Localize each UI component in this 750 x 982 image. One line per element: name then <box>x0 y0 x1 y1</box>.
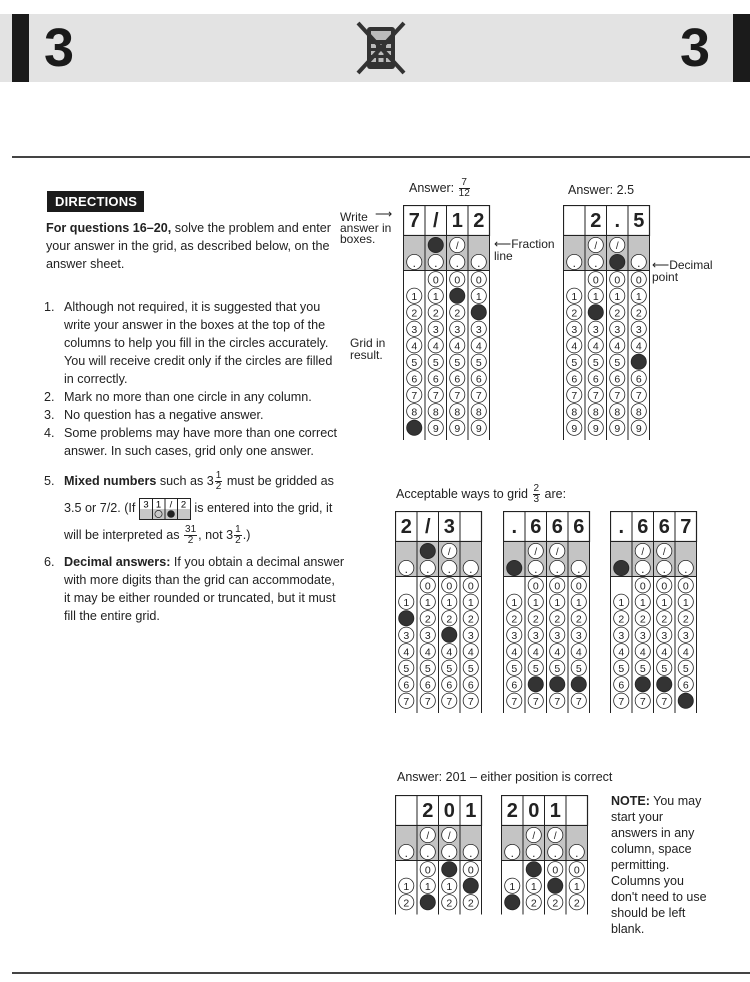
dot-glyph: . <box>572 256 576 270</box>
section-number-right: 3 <box>680 18 711 78</box>
digit-glyph: 1 <box>661 596 668 609</box>
digit-glyph: 4 <box>661 646 668 659</box>
digit-glyph: 0 <box>573 864 580 877</box>
dot-glyph: . <box>412 256 416 270</box>
digit-glyph: 7 <box>635 389 642 402</box>
digit-glyph: 6 <box>411 373 418 386</box>
grid-box-digit: 2 <box>590 210 602 232</box>
grid-box-digit: 5 <box>633 210 645 232</box>
digit-glyph: 2 <box>403 897 410 910</box>
digit-bubble <box>420 895 435 910</box>
dot-glyph: . <box>426 562 430 576</box>
no-calculator-icon <box>352 19 410 77</box>
grid-box-digit: 6 <box>530 516 542 538</box>
digit-bubble <box>571 677 586 692</box>
digit-glyph: 2 <box>530 897 537 910</box>
digit-glyph: 4 <box>635 340 642 353</box>
note-text: NOTE: You may start your answers in any column, space permitting. Columns you don't need to use should be left blank. <box>611 794 707 936</box>
digit-glyph: 0 <box>635 274 642 287</box>
dot-glyph: . <box>641 562 645 576</box>
decimal-point-label: ⟵Decimal point <box>652 258 713 284</box>
digit-glyph: 0 <box>552 864 559 877</box>
slash-glyph: / <box>615 241 619 252</box>
digit-glyph: 3 <box>661 629 668 642</box>
digit-glyph: 6 <box>467 679 474 692</box>
digit-glyph: 5 <box>454 356 461 369</box>
digit-glyph: 1 <box>614 290 621 303</box>
digit-glyph: 0 <box>614 274 621 287</box>
digit-glyph: 8 <box>592 406 599 419</box>
digit-bubble <box>450 288 465 303</box>
digit-glyph: 0 <box>592 274 599 287</box>
digit-glyph: 2 <box>573 897 580 910</box>
dot-glyph: . <box>477 256 481 270</box>
digit-glyph: 8 <box>411 406 418 419</box>
dot-glyph: . <box>662 562 666 576</box>
digit-glyph: 3 <box>639 629 646 642</box>
decimal-bubble <box>614 560 629 575</box>
left-bar <box>12 14 29 82</box>
digit-glyph: 7 <box>424 695 431 708</box>
digit-glyph: 2 <box>618 613 625 626</box>
digit-glyph: 5 <box>618 662 625 675</box>
digit-glyph: 1 <box>403 880 410 893</box>
grid-box-digit: . <box>614 210 621 232</box>
grid-box-digit: 6 <box>658 516 670 538</box>
digit-glyph: 9 <box>475 422 482 435</box>
digit-glyph: 6 <box>618 679 625 692</box>
dot-glyph: . <box>510 846 514 860</box>
grid-in-label: Grid in result. <box>350 336 386 362</box>
digit-bubble <box>471 305 486 320</box>
grid-box-digit: 1 <box>465 800 477 822</box>
digit-bubble <box>528 677 543 692</box>
digit-bubble <box>588 305 603 320</box>
digit-glyph: 0 <box>424 580 431 593</box>
digit-glyph: 0 <box>661 580 668 593</box>
digit-glyph: 6 <box>454 373 461 386</box>
digit-glyph: 9 <box>635 422 642 435</box>
directions-intro: For questions 16–20, solve the problem and enter your answer in the grid, as described below, on the answer sheet. <box>46 221 331 271</box>
digit-bubble <box>635 677 650 692</box>
grid-box-digit: . <box>511 516 518 538</box>
digit-glyph: 7 <box>592 389 599 402</box>
direction-item: 4. Some problems may have more than one correct answer. In such cases, grid only one answer. <box>44 426 337 458</box>
dot-glyph: . <box>555 562 559 576</box>
digit-glyph: 6 <box>592 373 599 386</box>
digit-glyph: 4 <box>554 646 561 659</box>
digit-bubble <box>550 677 565 692</box>
digit-glyph: 2 <box>614 307 621 320</box>
bottom-rule <box>12 972 750 974</box>
digit-glyph: 7 <box>403 695 410 708</box>
digit-glyph: 2 <box>571 307 578 320</box>
slash-glyph: / <box>594 241 598 252</box>
digit-glyph: 1 <box>635 290 642 303</box>
dot-glyph: . <box>594 256 598 270</box>
digit-glyph: 5 <box>682 662 689 675</box>
digit-glyph: 6 <box>403 679 410 692</box>
section-number-left: 3 <box>44 18 75 78</box>
grid-box-digit: 6 <box>551 516 563 538</box>
digit-glyph: 1 <box>682 596 689 609</box>
directions-list <box>44 298 344 625</box>
answer-label-decimal: Answer: 2.5 <box>568 183 635 197</box>
digit-glyph: 4 <box>575 646 582 659</box>
digit-glyph: 1 <box>467 596 474 609</box>
digit-glyph: 4 <box>454 340 461 353</box>
digit-glyph: 1 <box>424 880 431 893</box>
slash-glyph: / <box>553 831 557 842</box>
digit-glyph: 2 <box>661 613 668 626</box>
dot-glyph: . <box>469 562 473 576</box>
digit-glyph: 5 <box>475 356 482 369</box>
digit-bubble <box>526 862 541 877</box>
digit-glyph: 0 <box>424 864 431 877</box>
directions-heading: DIRECTIONS <box>47 191 144 212</box>
digit-glyph: 7 <box>661 695 668 708</box>
digit-glyph: 2 <box>446 897 453 910</box>
digit-glyph: 4 <box>571 340 578 353</box>
digit-glyph: 7 <box>575 695 582 708</box>
slash-glyph: / <box>426 831 430 842</box>
digit-glyph: 5 <box>432 356 439 369</box>
digit-glyph: 2 <box>639 613 646 626</box>
dot-glyph: . <box>404 562 408 576</box>
digit-glyph: 3 <box>475 323 482 336</box>
digit-glyph: 2 <box>554 613 561 626</box>
digit-glyph: 1 <box>575 596 582 609</box>
digit-glyph: 5 <box>467 662 474 675</box>
digit-glyph: 3 <box>618 629 625 642</box>
grid-box-digit: / <box>432 210 439 232</box>
digit-glyph: 9 <box>432 422 439 435</box>
digit-glyph: 7 <box>467 695 474 708</box>
digit-glyph: 1 <box>530 880 537 893</box>
direction-item: 3. No question has a negative answer. <box>44 408 264 422</box>
digit-glyph: 2 <box>424 613 431 626</box>
dot-glyph: . <box>404 846 408 860</box>
digit-glyph: 1 <box>446 880 453 893</box>
digit-glyph: 4 <box>411 340 418 353</box>
answer-grid-201-left <box>395 795 483 915</box>
digit-glyph: 1 <box>475 290 482 303</box>
digit-glyph: 4 <box>446 646 453 659</box>
dot-glyph: . <box>577 562 581 576</box>
digit-glyph: 4 <box>532 646 539 659</box>
digit-glyph: 2 <box>575 613 582 626</box>
digit-glyph: 4 <box>424 646 431 659</box>
direction-item: 2. Mark no more than one circle in any column. <box>44 390 312 404</box>
digit-glyph: 0 <box>454 274 461 287</box>
grid-box-digit: 2 <box>400 516 412 538</box>
digit-bubble <box>399 611 414 626</box>
digit-glyph: 9 <box>592 422 599 435</box>
slash-glyph: / <box>455 241 459 252</box>
digit-glyph: 2 <box>411 307 418 320</box>
digit-glyph: 4 <box>682 646 689 659</box>
digit-glyph: 3 <box>635 323 642 336</box>
write-answer-label: Write answer in boxes. <box>340 210 392 246</box>
grid-box-digit: . <box>618 516 625 538</box>
digit-glyph: 0 <box>639 580 646 593</box>
digit-glyph: 6 <box>635 373 642 386</box>
acceptable-ways-label: Acceptable ways to grid $\frac{2}{3}$ are: <box>396 483 567 505</box>
dot-glyph: . <box>455 256 459 270</box>
digit-glyph: 1 <box>618 596 625 609</box>
grid-box-digit: / <box>424 516 431 538</box>
digit-glyph: 6 <box>475 373 482 386</box>
digit-glyph: 2 <box>432 307 439 320</box>
digit-glyph: 2 <box>682 613 689 626</box>
grid-box-digit: 1 <box>451 210 463 232</box>
direction-item-decimal: 6. Decimal answers: If you obtain a decimal answer with more digits than the grid can accommodate, it may be either rounded or truncated, but it must fill the entire grid. <box>44 555 345 623</box>
digit-glyph: 1 <box>509 880 516 893</box>
digit-glyph: 3 <box>571 323 578 336</box>
digit-glyph: 7 <box>639 695 646 708</box>
digit-glyph: 8 <box>475 406 482 419</box>
digit-glyph: 1 <box>403 596 410 609</box>
digit-glyph: 3 <box>575 629 582 642</box>
digit-glyph: 6 <box>432 373 439 386</box>
digit-glyph: 3 <box>403 629 410 642</box>
digit-glyph: 6 <box>446 679 453 692</box>
digit-glyph: 5 <box>411 356 418 369</box>
digit-bubble <box>463 878 478 893</box>
digit-glyph: 5 <box>424 662 431 675</box>
digit-bubble <box>442 862 457 877</box>
digit-glyph: 4 <box>432 340 439 353</box>
answer-grid-7-12 <box>403 205 491 440</box>
digit-glyph: 8 <box>635 406 642 419</box>
decimal-bubble <box>610 254 625 269</box>
dot-glyph: . <box>426 846 430 860</box>
digit-glyph: 2 <box>511 613 518 626</box>
digit-glyph: 5 <box>592 356 599 369</box>
mini-box-digit: / <box>169 499 173 511</box>
digit-glyph: 4 <box>618 646 625 659</box>
digit-glyph: 1 <box>554 596 561 609</box>
answer-201-label: Answer: 201 – either position is correct <box>397 770 613 784</box>
digit-glyph: 7 <box>511 695 518 708</box>
digit-glyph: 2 <box>467 613 474 626</box>
grid-box-digit: 7 <box>680 516 692 538</box>
digit-glyph: 3 <box>454 323 461 336</box>
dot-glyph: . <box>532 846 536 860</box>
digit-glyph: 2 <box>446 613 453 626</box>
digit-glyph: 3 <box>467 629 474 642</box>
digit-glyph: 7 <box>475 389 482 402</box>
digit-glyph: 4 <box>475 340 482 353</box>
digit-glyph: 8 <box>571 406 578 419</box>
direction-item-mixed-numbers: 5. Mixed numbers such as 3 $\frac{1}{2}$ must be gridded as 3.5 or 7/2. (If 3 1 / 2 is entered into the grid, it will be interpreted as $\frac{31}{2}$ , not 3 $\frac{1}{2}$ .) <box>44 470 334 547</box>
digit-glyph: 5 <box>532 662 539 675</box>
digit-bubble <box>442 627 457 642</box>
digit-glyph: 5 <box>661 662 668 675</box>
slash-glyph: / <box>447 547 451 558</box>
digit-glyph: 3 <box>432 323 439 336</box>
digit-glyph: 4 <box>614 340 621 353</box>
mini-grid-example <box>139 498 191 520</box>
slash-glyph: / <box>532 831 536 842</box>
digit-glyph: 0 <box>432 274 439 287</box>
arrow-right-icon: ⟶ <box>375 207 393 221</box>
digit-glyph: 2 <box>454 307 461 320</box>
digit-glyph: 5 <box>575 662 582 675</box>
digit-glyph: 3 <box>682 629 689 642</box>
direction-item: 1. Although not required, it is suggested that you write your answer in the boxes at the top of the columns to help you fill in the circles accurately. You will receive credit only if the circles are filled in correctly. <box>44 300 333 386</box>
digit-glyph: 2 <box>552 897 559 910</box>
dot-glyph: . <box>434 256 438 270</box>
slash-glyph: / <box>447 831 451 842</box>
digit-glyph: 0 <box>446 580 453 593</box>
digit-glyph: 5 <box>571 356 578 369</box>
answer-grid-666 <box>503 511 591 713</box>
digit-glyph: 5 <box>403 662 410 675</box>
digit-glyph: 2 <box>467 897 474 910</box>
mini-box-digit: 2 <box>180 499 187 511</box>
digit-glyph: 6 <box>424 679 431 692</box>
mini-box-digit: 1 <box>155 499 162 511</box>
grid-box-digit: 2 <box>422 800 434 822</box>
digit-glyph: 2 <box>532 613 539 626</box>
grid-box-digit: 1 <box>549 800 561 822</box>
dot-glyph: . <box>447 562 451 576</box>
digit-glyph: 7 <box>571 389 578 402</box>
grid-box-digit: 6 <box>637 516 649 538</box>
digit-glyph: 5 <box>554 662 561 675</box>
digit-glyph: 3 <box>411 323 418 336</box>
digit-glyph: 2 <box>635 307 642 320</box>
slash-glyph: / <box>534 547 538 558</box>
digit-glyph: 9 <box>571 422 578 435</box>
decimal-bubble <box>507 560 522 575</box>
digit-glyph: 9 <box>454 422 461 435</box>
answer-grid-2-5 <box>563 205 651 440</box>
answer-grid-201-right <box>501 795 589 915</box>
digit-glyph: 0 <box>532 580 539 593</box>
digit-glyph: 6 <box>682 679 689 692</box>
fraction-line-label: ⟵Fraction line <box>494 237 555 263</box>
digit-bubble <box>678 693 693 708</box>
digit-glyph: 4 <box>592 340 599 353</box>
fraction-bubble <box>428 237 443 252</box>
digit-bubble <box>548 878 563 893</box>
digit-glyph: 6 <box>511 679 518 692</box>
digit-glyph: 3 <box>554 629 561 642</box>
dot-glyph: . <box>469 846 473 860</box>
digit-bubble <box>631 354 646 369</box>
grid-box-digit: 7 <box>408 210 420 232</box>
digit-glyph: 4 <box>467 646 474 659</box>
digit-glyph: 3 <box>532 629 539 642</box>
dot-glyph: . <box>553 846 557 860</box>
digit-bubble <box>505 895 520 910</box>
digit-glyph: 7 <box>411 389 418 402</box>
digit-glyph: 1 <box>532 596 539 609</box>
digit-glyph: 0 <box>467 864 474 877</box>
digit-glyph: 7 <box>532 695 539 708</box>
answer-label-fraction: Answer: $\frac{7}{12}$ <box>409 177 470 199</box>
digit-glyph: 5 <box>614 356 621 369</box>
digit-glyph: 4 <box>403 646 410 659</box>
digit-glyph: 8 <box>614 406 621 419</box>
digit-glyph: 4 <box>639 646 646 659</box>
digit-glyph: 0 <box>467 580 474 593</box>
mini-box-digit: 3 <box>143 499 149 511</box>
digit-glyph: 1 <box>592 290 599 303</box>
digit-glyph: 3 <box>424 629 431 642</box>
grid-box-digit: 2 <box>506 800 518 822</box>
digit-glyph: 0 <box>554 580 561 593</box>
digit-glyph: 1 <box>511 596 518 609</box>
dot-glyph: . <box>637 256 641 270</box>
digit-glyph: 6 <box>571 373 578 386</box>
dot-glyph: . <box>684 562 688 576</box>
digit-glyph: 7 <box>618 695 625 708</box>
digit-glyph: 7 <box>432 389 439 402</box>
fraction-bubble <box>420 543 435 558</box>
digit-glyph: 5 <box>511 662 518 675</box>
digit-glyph: 7 <box>446 695 453 708</box>
digit-glyph: 7 <box>614 389 621 402</box>
digit-glyph: 8 <box>454 406 461 419</box>
digit-glyph: 1 <box>639 596 646 609</box>
digit-bubble <box>407 420 422 435</box>
dot-glyph: . <box>534 562 538 576</box>
slash-glyph: / <box>641 547 645 558</box>
digit-glyph: 1 <box>446 596 453 609</box>
digit-glyph: 1 <box>571 290 578 303</box>
digit-glyph: 7 <box>554 695 561 708</box>
digit-glyph: 3 <box>511 629 518 642</box>
slash-glyph: / <box>555 547 559 558</box>
slash-glyph: / <box>662 547 666 558</box>
digit-glyph: 1 <box>411 290 418 303</box>
digit-glyph: 6 <box>614 373 621 386</box>
grid-box-digit: 2 <box>473 210 485 232</box>
digit-glyph: 9 <box>614 422 621 435</box>
digit-bubble <box>657 677 672 692</box>
grid-box-digit: 0 <box>528 800 540 822</box>
digit-glyph: 4 <box>511 646 518 659</box>
digit-glyph: 7 <box>454 389 461 402</box>
digit-glyph: 5 <box>639 662 646 675</box>
right-bar <box>733 14 750 82</box>
digit-glyph: 0 <box>575 580 582 593</box>
dot-glyph: . <box>575 846 579 860</box>
digit-glyph: 1 <box>424 596 431 609</box>
digit-glyph: 5 <box>446 662 453 675</box>
top-rule <box>12 156 750 158</box>
digit-glyph: 8 <box>432 406 439 419</box>
grid-box-digit: 3 <box>443 516 455 538</box>
answer-grid-2-3 <box>395 511 483 713</box>
grid-box-digit: 6 <box>573 516 585 538</box>
digit-glyph: 3 <box>614 323 621 336</box>
digit-glyph: 0 <box>475 274 482 287</box>
answer-grid-667 <box>610 511 698 713</box>
digit-glyph: 3 <box>592 323 599 336</box>
grid-box-digit: 0 <box>443 800 455 822</box>
digit-glyph: 0 <box>682 580 689 593</box>
digit-glyph: 1 <box>432 290 439 303</box>
dot-glyph: . <box>447 846 451 860</box>
digit-glyph: 1 <box>573 880 580 893</box>
